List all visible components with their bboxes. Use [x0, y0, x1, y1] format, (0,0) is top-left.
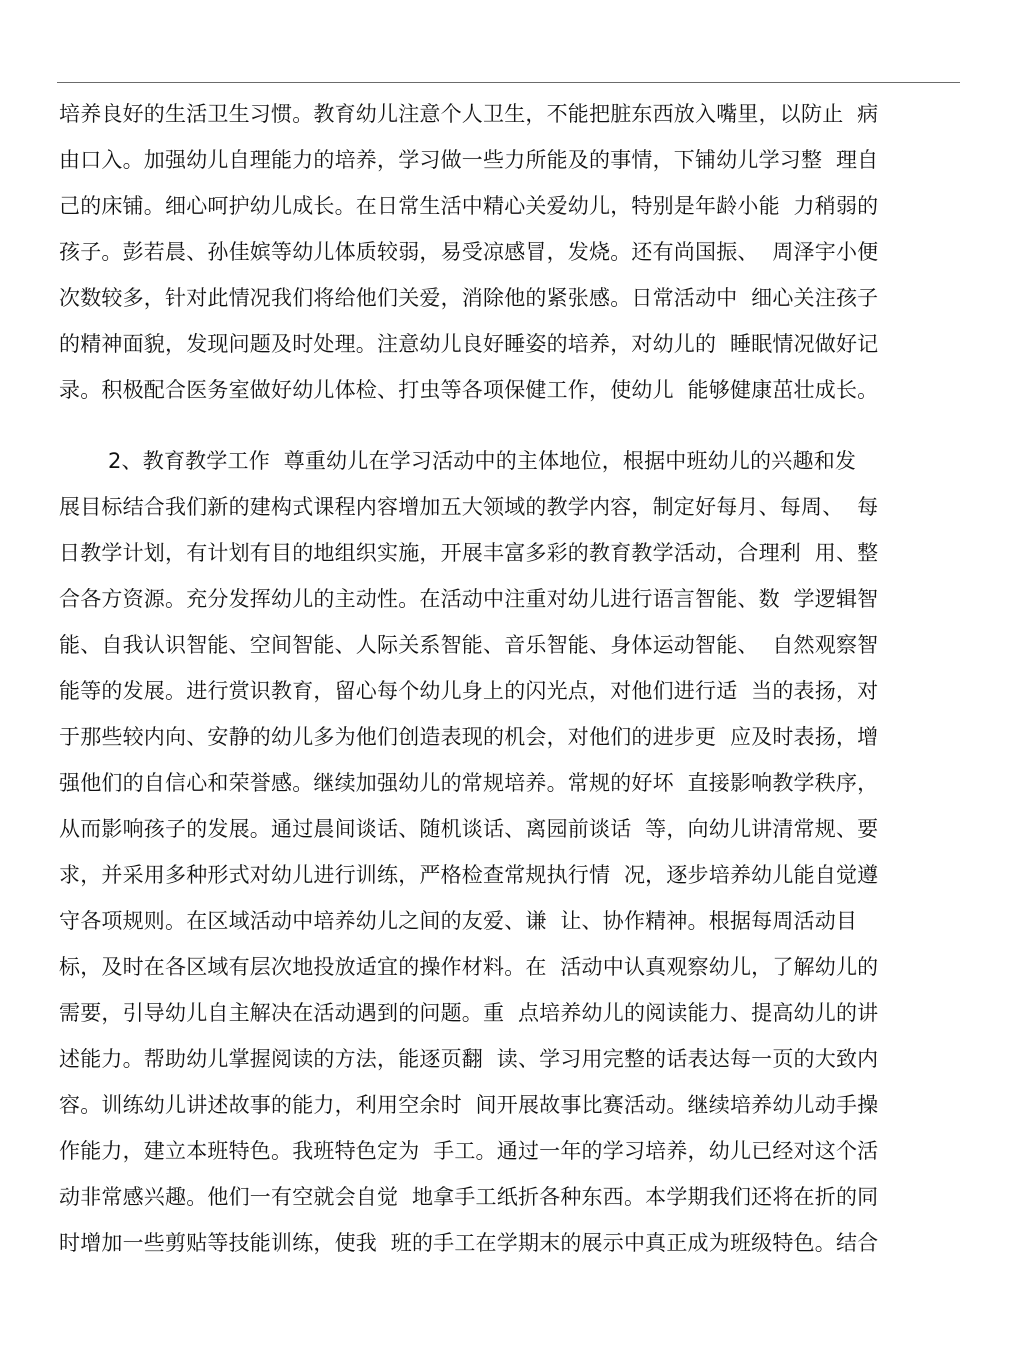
paragraph-2-line-17: 动非常感兴趣。他们一有空就会自觉 地拿手工纸折各种东西。本学期我们还将在折的同	[59, 1185, 879, 1209]
paragraph-2-line-6: 能等的发展。进行赏识教育，留心每个幼儿身上的闪光点，对他们进行适 当的表扬，对	[59, 679, 879, 703]
paragraph-2-line-4: 合各方资源。充分发挥幼儿的主动性。在活动中注重对幼儿进行语言智能、数 学逻辑智	[59, 587, 879, 611]
paragraph-1-line-7: 录。积极配合医务室做好幼儿体检、打虫等各项保健工作，使幼儿 能够健康茁壮成长。	[59, 378, 879, 402]
paragraph-2-line-8: 强他们的自信心和荣誉感。继续加强幼儿的常规培养。常规的好坏 直接影响教学秩序，	[59, 771, 879, 795]
paragraph-1-line-3: 己的床铺。细心呵护幼儿成长。在日常生活中精心关爱幼儿，特别是年龄小能 力稍弱的	[59, 194, 879, 218]
paragraph-2-line-9: 从而影响孩子的发展。通过晨间谈话、随机谈话、离园前谈话 等，向幼儿讲清常规、要	[59, 817, 879, 841]
paragraph-2-line-3: 日教学计划，有计划有目的地组织实施，开展丰富多彩的教育教学活动，合理利 用、整	[59, 541, 879, 565]
paragraph-1-line-5: 次数较多，针对此情况我们将给他们关爱，消除他的紧张感。日常活动中 细心关注孩子	[59, 286, 879, 310]
paragraph-1-line-4: 孩子。彭若晨、孙佳嫔等幼儿体质较弱，易受凉感冒，发烧。还有尚国振、 周泽宇小便	[59, 240, 879, 264]
paragraph-1-line-2: 由口入。加强幼儿自理能力的培养，学习做一些力所能及的事情，下铺幼儿学习整 理自	[59, 148, 879, 172]
paragraph-2-line-10: 求，并采用多种形式对幼儿进行训练，严格检查常规执行情 况，逐步培养幼儿能自觉遵	[59, 863, 879, 887]
paragraph-2-line-7: 于那些较内向、安静的幼儿多为他们创造表现的机会，对他们的进步更 应及时表扬，增	[59, 725, 879, 749]
paragraph-2-line-15: 容。训练幼儿讲述故事的能力，利用空余时 间开展故事比赛活动。继续培养幼儿动手操	[59, 1093, 879, 1117]
paragraph-2-line-2: 展目标结合我们新的建构式课程内容增加五大领域的教学内容，制定好每月、每周、 每	[59, 495, 879, 519]
paragraph-2-line-12: 标，及时在各区域有层次地投放适宜的操作材料。在 活动中认真观察幼儿，了解幼儿的	[59, 955, 879, 979]
paragraph-2-line-5: 能、自我认识智能、空间智能、人际关系智能、音乐智能、身体运动智能、 自然观察智	[59, 633, 879, 657]
paragraph-1-line-6: 的精神面貌，发现问题及时处理。注意幼儿良好睡姿的培养，对幼儿的 睡眠情况做好记	[59, 332, 879, 356]
paragraph-2-line-13: 需要，引导幼儿自主解决在活动遇到的问题。重 点培养幼儿的阅读能力、提高幼儿的讲	[59, 1001, 879, 1025]
paragraph-2-line-14: 述能力。帮助幼儿掌握阅读的方法，能逐页翻 读、学习用完整的话表达每一页的大致内	[59, 1047, 879, 1071]
paragraph-2-line-11: 守各项规则。在区域活动中培养幼儿之间的友爱、谦 让、协作精神。根据每周活动目	[59, 909, 858, 933]
paragraph-2-line-1: 2、教育教学工作 尊重幼儿在学习活动中的主体地位，根据中班幼儿的兴趣和发	[108, 449, 857, 473]
header-rule	[57, 82, 960, 83]
paragraph-2-line-16: 作能力，建立本班特色。我班特色定为 手工。通过一年的学习培养，幼儿已经对这个活	[59, 1139, 879, 1163]
paragraph-1-line-1: 培养良好的生活卫生习惯。教育幼儿注意个人卫生，不能把脏东西放入嘴里，以防止 病	[59, 102, 879, 126]
paragraph-2-line-18: 时增加一些剪贴等技能训练，使我 班的手工在学期末的展示中真正成为班级特色。结合	[59, 1231, 879, 1255]
